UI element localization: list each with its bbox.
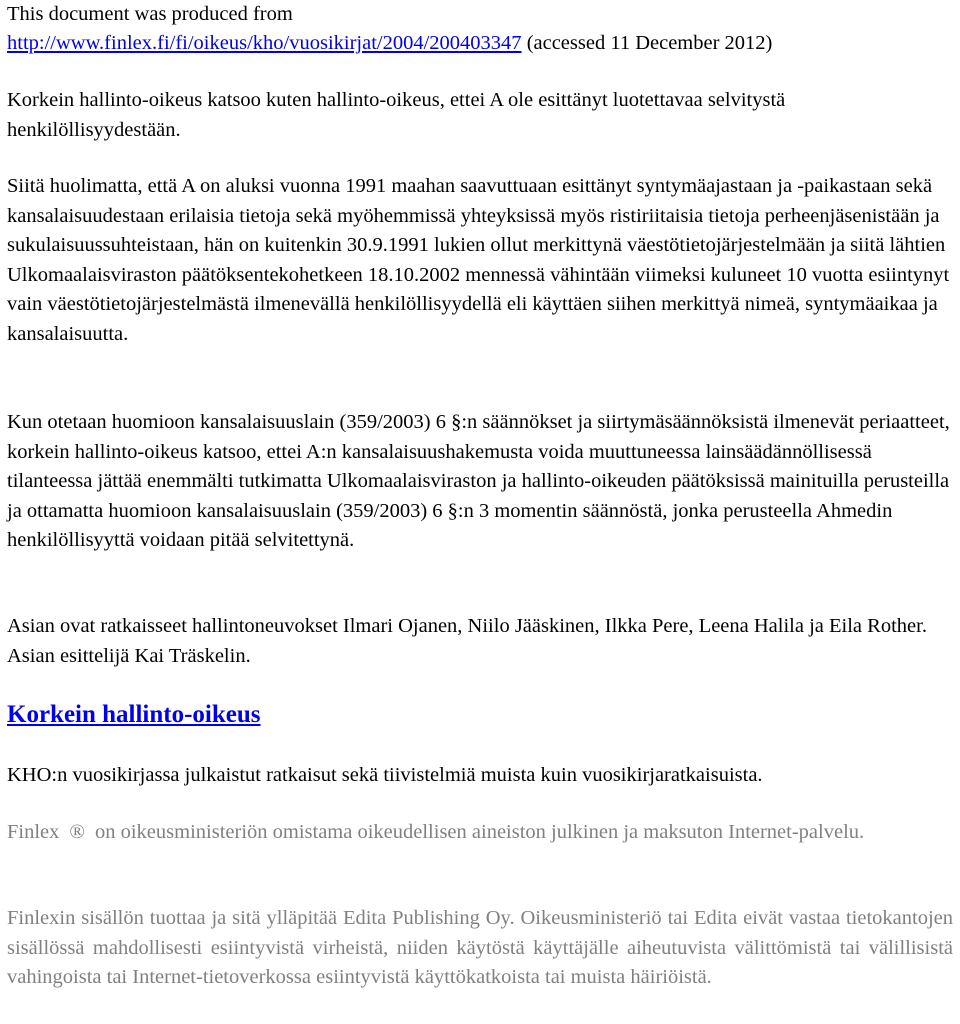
source-url-link[interactable]: http://www.finlex.fi/fi/oikeus/kho/vuosikirjat/2004/200403347 xyxy=(7,32,522,54)
produced-from-text: This document was produced from xyxy=(7,3,293,25)
paragraph-population-register: Siitä huolimatta, että A on aluksi vuonna 1991 maahan saavuttuaan esittänyt syntymäajastaan ja -paikastaan sekä kansalaisuudestaan erilaisia tietoja sekä myöhemmissä yhteyksissä myös ristiriitaisia tietoja perheenjäsenistään ja sukulaisuussuhteistaan, hän on kuitenkin 30.9.1991 lukien ollut merkittynä väestötietojärjestelmään ja siitä lähtien Ulkomaalaisviraston päätöksentekohetkeen 18.10.2002 mennessä vähintään viimeksi kuluneet 10 vuotta esiintynyt vain väestötietojärjestelmästä ilmenevällä henkilöllisyydellä eli käyttäen siihen merkittyä nimeä, syntymäaikaa ja kansalaisuutta. xyxy=(7,175,950,345)
source-line xyxy=(7,29,772,58)
yearbook-note: KHO:n vuosikirjassa julkaistut ratkaisut sekä tiivistelmiä muista kuin vuosikirjaratkaisuista. xyxy=(7,764,763,786)
court-heading xyxy=(7,697,261,733)
finlex-description: on oikeusministeriön omistama oikeudellisen aineiston julkinen ja maksuton Internet-palvelu. xyxy=(94,821,865,843)
paragraph-identity-assessment: Korkein hallinto-oikeus katsoo kuten hallinto-oikeus, ettei A ole esittänyt luotettavaa selvitystä henkilöllisyydestään. xyxy=(7,89,786,141)
paragraph-decision-makers: Asian ovat ratkaisseet hallintoneuvokset Ilmari Ojanen, Niilo Jääskinen, Ilkka Pere, Leena Halila ja Eila Rother. Asian esittelijä Kai Träskelin. xyxy=(7,615,927,667)
finlex-disclaimer: Finlexin sisällön tuottaa ja sitä ylläpitää Edita Publishing Oy. Oikeusministeriö tai Edita eivät vastaa tietokantojen sisällössä mahdollisesti esiintyvistä virheistä, niiden käytöstä käyttäjälle aiheutuvista välittömistä tai välillisistä vahingoista tai Internet-tietoverkossa esiintyvistä käyttökatkoista tai muista häiriöistä. xyxy=(7,907,953,988)
paragraph-citizenship-law: Kun otetaan huomioon kansalaisuuslain (359/2003) 6 §:n säännökset ja siirtymäsäännöksistä ilmenevät periaatteet, korkein hallinto-oikeus katsoo, ettei A:n kansalaisuushakemusta voida muuttuneessa lainsäädännöllisessä tilanteessa jättää enemmälti tutkimatta Ulkomaalaisviraston ja hallinto-oikeuden päätöksissä mainituilla perusteilla ja ottamatta huomioon kansalaisuuslain (359/2003) 6 §:n 3 momentin säännöstä, jonka perusteella Ahmedin henkilöllisyyttä voidaan pitää selvitettynä. xyxy=(7,411,950,551)
court-link[interactable]: Korkein hallinto-oikeus xyxy=(7,701,261,728)
finlex-service-note xyxy=(7,818,953,848)
finlex-name: Finlex xyxy=(7,821,60,843)
accessed-date-text: (accessed 11 December 2012) xyxy=(526,32,773,54)
registered-trademark-icon: ® xyxy=(69,821,85,843)
source-header xyxy=(7,0,772,58)
